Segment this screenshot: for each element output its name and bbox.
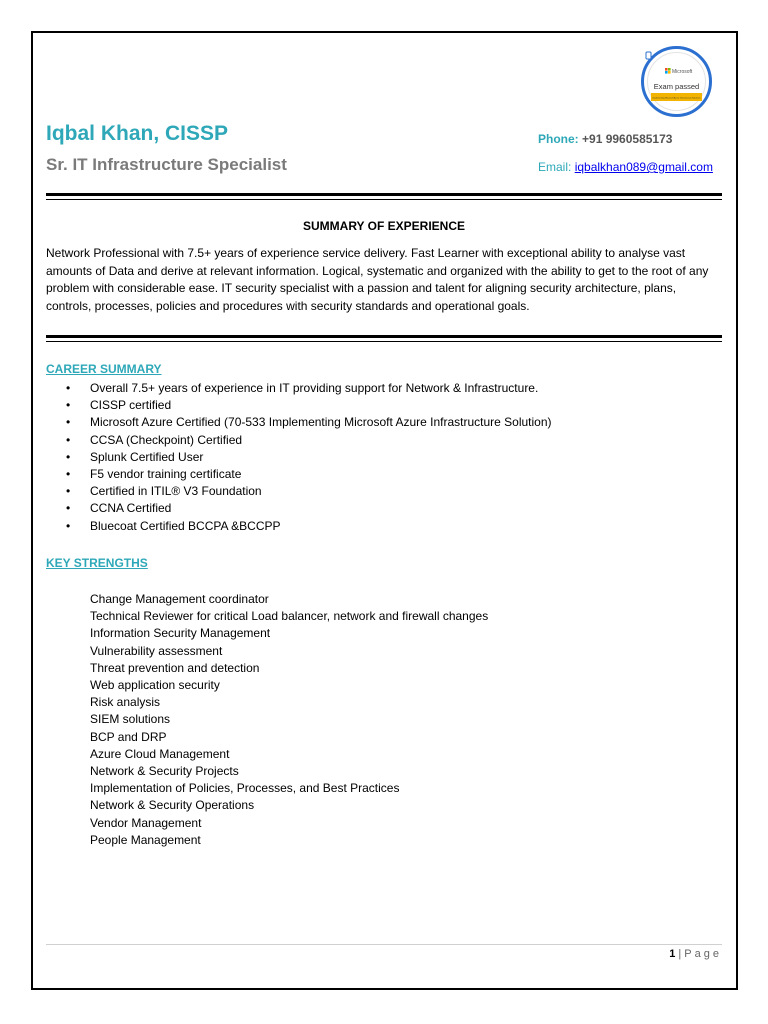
list-item: • CISSP certified: [60, 397, 552, 414]
list-item: • Certified in ITIL® V3 Foundation: [60, 483, 552, 500]
page-label: Page: [684, 948, 722, 960]
list-item: Threat prevention and detection: [90, 660, 260, 675]
list-item: Change Management coordinator: [90, 592, 269, 606]
career-summary-heading[interactable]: CAREER SUMMARY: [46, 362, 162, 376]
list-item: Risk analysis: [90, 695, 161, 710]
list-item: • F5 vendor training certificate: [60, 466, 552, 483]
footer-divider: [46, 944, 722, 945]
phone-label: Phone:: [538, 132, 579, 146]
list-item: BCP and DRP: [90, 729, 167, 744]
list-item: • Bluecoat Certified BCCPA &BCCPP: [60, 518, 552, 535]
list-item: Information Security Management: [90, 626, 271, 641]
exam-passed-badge: [641, 46, 712, 117]
badge-status: Exam passed: [653, 82, 700, 91]
list-item: People Management: [90, 832, 201, 847]
list-item: Web application security: [90, 678, 220, 693]
list-item: Implementation of Policies, Processes, and Best Practices: [90, 781, 400, 796]
key-strengths-heading[interactable]: KEY STRENGTHS: [46, 556, 148, 570]
email-line: [538, 160, 713, 174]
phone-value: +91 9960585173: [582, 132, 673, 146]
list-item: • CCSA (Checkpoint) Certified: [60, 432, 552, 449]
job-title: Sr. IT Infrastructure Specialist: [46, 155, 287, 174]
phone-line: [538, 132, 672, 146]
list-item: • Microsoft Azure Certified (70-533 Implementing Microsoft Azure Infrastructure Solution): [60, 414, 552, 431]
summary-divider-thin: [46, 341, 722, 342]
summary-text: Network Professional with 7.5+ years of experience service delivery. Fast Learner with exceptional ability to analyse vast amounts of Data and derive at relevant information. Logical, systematic and organized with the ability to get to the root of any problem with considerable ease. IT security specialist with a passion and talent for aligning security architecture, plans, controls, processes, policies and procedures with security standards and operational goals.: [46, 246, 709, 313]
list-item: • Overall 7.5+ years of experience in IT providing support for Network & Infrastructure.: [60, 380, 552, 397]
key-strengths-list: [90, 591, 488, 849]
list-item: Network & Security Operations: [90, 798, 255, 813]
list-item: Vendor Management: [90, 815, 202, 830]
page-footer: [669, 948, 722, 960]
list-item: Technical Reviewer for critical Load balancer, network and firewall changes: [90, 609, 489, 624]
summary-divider-thick: [46, 335, 722, 338]
list-item: Vulnerability assessment: [90, 643, 223, 658]
header-divider-thick: [46, 193, 722, 196]
badge-ribbon-text: Implementing Microsoft Azure Infrastructure Solutions: [652, 97, 705, 100]
email-label: Email:: [538, 160, 572, 174]
page-number: 1: [669, 948, 676, 960]
list-item: • CCNA Certified: [60, 500, 552, 517]
list-item: SIEM solutions: [90, 712, 171, 727]
list-item: • Splunk Certified User: [60, 449, 552, 466]
badge-brand: Microsoft: [672, 69, 693, 75]
list-item: Azure Cloud Management: [90, 746, 230, 761]
footer-separator: |: [678, 948, 682, 960]
email-link[interactable]: iqbalkhan089@gmail.com: [574, 160, 713, 174]
candidate-name: Iqbal Khan, CISSP: [46, 122, 229, 145]
list-item: Network & Security Projects: [90, 764, 239, 779]
header-divider-thin: [46, 199, 722, 200]
summary-heading: SUMMARY OF EXPERIENCE: [302, 219, 466, 233]
career-summary-list: [60, 380, 552, 535]
